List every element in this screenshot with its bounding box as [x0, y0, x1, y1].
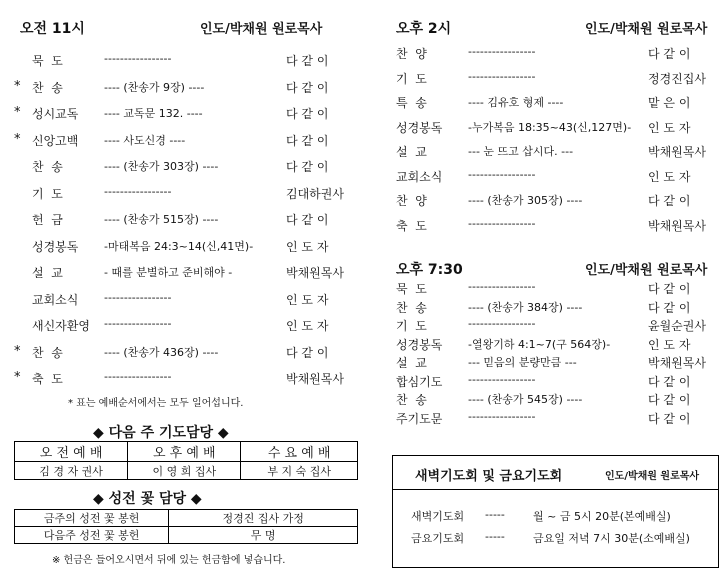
order-person: 다 같 이 — [286, 133, 329, 148]
order-row — [14, 79, 364, 99]
order-name: 찬 송 — [32, 160, 63, 174]
order-person: 인 도 자 — [648, 337, 691, 352]
evening-title: 오후 7:30 — [396, 262, 463, 278]
order-detail: ----------------- — [104, 52, 172, 65]
order-person: 박채원목사 — [286, 266, 344, 280]
order-person: 인 도 자 — [648, 169, 691, 184]
afternoon-title: 오후 2시 — [396, 21, 452, 37]
evening-leader: 인도/박채원 원로목사 — [585, 263, 708, 278]
flower-label-this-week: 금주의 성전 꽃 봉헌 — [15, 510, 169, 527]
order-person: 박채원목사 — [648, 356, 706, 370]
order-person: 박채원목사 — [648, 218, 706, 233]
order-person: 다 같 이 — [648, 282, 691, 296]
order-person: 다 같 이 — [286, 80, 329, 95]
prayer-value-afternoon: 이 영 희 집사 — [128, 462, 241, 480]
order-detail: ---- (찬송가 515장) ---- — [104, 213, 219, 226]
order-detail: ----------------- — [468, 167, 536, 181]
prayer-duty-title: ◆ 다음 주 기도담당 ◆ — [93, 425, 229, 441]
prayer-meeting-box — [392, 455, 719, 568]
order-name: 헌 금 — [32, 213, 63, 227]
order-name: 새신자환영 — [32, 319, 90, 333]
order-person: 김대하권사 — [286, 186, 344, 201]
order-person: 인 도 자 — [286, 239, 329, 254]
standing-mark: * — [14, 343, 21, 359]
prayer-meeting-title: 새벽기도회 및 금요기도회 — [415, 469, 563, 484]
order-person: 인 도 자 — [286, 319, 329, 333]
order-person: 박채원목사 — [286, 372, 344, 386]
flower-value-next-week: 무 명 — [169, 527, 358, 544]
order-row — [14, 185, 364, 205]
order-name: 기 도 — [396, 71, 427, 86]
order-row — [396, 410, 721, 430]
order-detail: ----------------- — [468, 69, 536, 83]
dawn-value: 월 ~ 금 5시 20분(본예배실) — [533, 510, 671, 523]
order-row — [396, 45, 721, 65]
order-person: 다 같 이 — [648, 393, 691, 407]
order-detail: ----------------- — [104, 290, 172, 304]
dawn-dash: ----- — [485, 508, 505, 521]
order-row — [14, 211, 364, 231]
order-row — [14, 158, 364, 178]
order-detail: ----------------- — [104, 184, 172, 198]
offering-note: ※ 헌금은 들어오시면서 뒤에 있는 헌금함에 넣습니다. — [52, 555, 286, 566]
order-row — [396, 373, 721, 393]
order-row — [396, 217, 721, 237]
order-row — [14, 291, 364, 311]
order-name: 성시교독 — [32, 107, 79, 121]
order-person: 다 같 이 — [286, 54, 329, 68]
order-detail: - 때를 분별하고 준비해야 - — [104, 266, 233, 279]
order-name: 설 교 — [32, 266, 63, 280]
standing-mark: * — [14, 78, 21, 94]
order-row — [396, 143, 721, 163]
order-name: 설 교 — [396, 145, 427, 159]
order-name: 묵 도 — [396, 282, 427, 296]
order-row — [396, 280, 721, 300]
prayer-value-wednesday: 부 지 숙 집사 — [241, 462, 358, 480]
order-name: 찬 송 — [32, 80, 63, 95]
order-name: 성경봉독 — [396, 120, 443, 135]
order-person: 다 같 이 — [648, 194, 691, 208]
order-name: 찬 양 — [396, 47, 427, 61]
morning-leader: 인도/박채원 원로목사 — [200, 22, 323, 37]
order-detail: -누가복음 18:35~43(신,127면)- — [468, 120, 632, 134]
order-person: 다 같 이 — [648, 47, 691, 61]
order-detail: ---- 사도신경 ---- — [104, 133, 186, 147]
standing-mark: * — [14, 370, 21, 385]
order-row — [396, 119, 721, 139]
order-name: 성경봉독 — [32, 239, 79, 254]
order-detail: ----------------- — [468, 45, 536, 58]
order-name: 교회소식 — [396, 169, 443, 184]
order-name: 설 교 — [396, 356, 427, 370]
order-row — [396, 317, 721, 337]
order-row — [396, 391, 721, 411]
order-name: 특 송 — [396, 96, 427, 110]
order-detail: ----------------- — [468, 372, 536, 386]
order-name: 신앙고백 — [32, 133, 79, 148]
order-detail: ----------------- — [468, 280, 536, 293]
order-row — [14, 264, 364, 284]
order-name: 합심기도 — [396, 374, 443, 389]
order-person: 다 같 이 — [648, 374, 691, 389]
order-detail: ----------------- — [104, 370, 172, 383]
order-detail: -열왕기하 4:1~7(구 564장)- — [468, 337, 611, 351]
order-row — [396, 168, 721, 188]
order-name: 교회소식 — [32, 292, 79, 307]
order-detail: ---- (찬송가 545장) ---- — [468, 393, 583, 406]
order-name: 성경봉독 — [396, 337, 443, 352]
order-detail: --- 믿음의 분량만큼 --- — [468, 356, 577, 369]
order-person: 윤월순권사 — [648, 319, 706, 333]
morning-title: 오전 11시 — [20, 21, 85, 37]
order-name: 찬 송 — [396, 300, 427, 315]
order-row — [14, 132, 364, 152]
order-row — [14, 370, 364, 390]
prayer-header-afternoon: 오 후 예 배 — [128, 442, 241, 462]
order-detail: ---- 교독문 132. ---- — [104, 107, 203, 120]
order-row — [396, 94, 721, 114]
order-detail: -마태복음 24:3~14(신,41면)- — [104, 239, 254, 253]
order-detail: ---- 김유호 형제 ---- — [468, 96, 564, 109]
prayer-duty-table — [14, 441, 358, 480]
order-row — [396, 70, 721, 90]
order-detail: ---- (찬송가 305장) ---- — [468, 194, 583, 207]
order-row — [14, 317, 364, 337]
order-person: 다 같 이 — [648, 411, 691, 426]
order-row — [14, 238, 364, 258]
order-detail: ---- (찬송가 384장) ---- — [468, 300, 583, 314]
friday-value: 금요일 저녁 7시 30분(소예배실) — [533, 532, 690, 545]
standing-note: * 표는 예배순서에서는 모두 일어섭니다. — [68, 398, 244, 409]
order-person: 인 도 자 — [648, 120, 691, 135]
order-row — [14, 105, 364, 125]
friday-label: 금요기도회 — [411, 532, 465, 545]
order-person: 다 같 이 — [648, 300, 691, 315]
order-detail: ----------------- — [468, 216, 536, 230]
order-person: 인 도 자 — [286, 292, 329, 307]
standing-mark: * — [14, 131, 21, 147]
order-person: 박채원목사 — [648, 145, 706, 159]
order-name: 기 도 — [32, 186, 63, 201]
order-detail: ---- (찬송가 436장) ---- — [104, 345, 219, 359]
order-row — [14, 344, 364, 364]
order-row — [396, 354, 721, 374]
afternoon-leader: 인도/박채원 원로목사 — [585, 22, 708, 37]
flower-duty-title: ◆ 성전 꽃 담당 ◆ — [93, 491, 202, 507]
order-person: 다 같 이 — [286, 107, 329, 121]
order-detail: ----------------- — [468, 409, 536, 423]
flower-value-this-week: 정경진 집사 가정 — [169, 510, 358, 527]
order-row — [396, 336, 721, 356]
order-detail: ---- (찬송가 303장) ---- — [104, 160, 219, 173]
order-detail: ----------------- — [104, 317, 172, 330]
prayer-header-wednesday: 수 요 예 배 — [241, 442, 358, 462]
order-person: 다 같 이 — [286, 213, 329, 227]
order-person: 다 같 이 — [286, 345, 329, 360]
flower-label-next-week: 다음주 성전 꽃 봉헌 — [15, 527, 169, 544]
order-name: 찬 송 — [32, 345, 63, 360]
standing-mark: * — [14, 105, 21, 120]
order-name: 묵 도 — [32, 54, 63, 68]
prayer-value-morning: 김 경 자 권사 — [15, 462, 128, 480]
dawn-label: 새벽기도회 — [411, 510, 465, 523]
order-name: 주기도문 — [396, 411, 443, 426]
order-detail: ---- (찬송가 9장) ---- — [104, 80, 205, 94]
order-name: 기 도 — [396, 319, 427, 333]
order-name: 찬 송 — [396, 393, 427, 407]
flower-duty-table — [14, 509, 358, 544]
prayer-meeting-leader: 인도/박채원 원로목사 — [605, 471, 700, 482]
order-person: 정경진집사 — [648, 71, 706, 86]
order-name: 찬 양 — [396, 194, 427, 208]
order-detail: ----------------- — [468, 317, 536, 330]
order-row — [396, 299, 721, 319]
order-detail: --- 눈 뜨고 삽시다. --- — [468, 145, 574, 158]
order-person: 맡 은 이 — [648, 96, 691, 110]
order-name: 축 도 — [32, 372, 63, 386]
order-person: 다 같 이 — [286, 160, 329, 174]
order-row — [14, 52, 364, 72]
prayer-header-morning: 오 전 예 배 — [15, 442, 128, 462]
friday-dash: ----- — [485, 530, 505, 543]
order-name: 축 도 — [396, 218, 427, 233]
order-row — [396, 192, 721, 212]
